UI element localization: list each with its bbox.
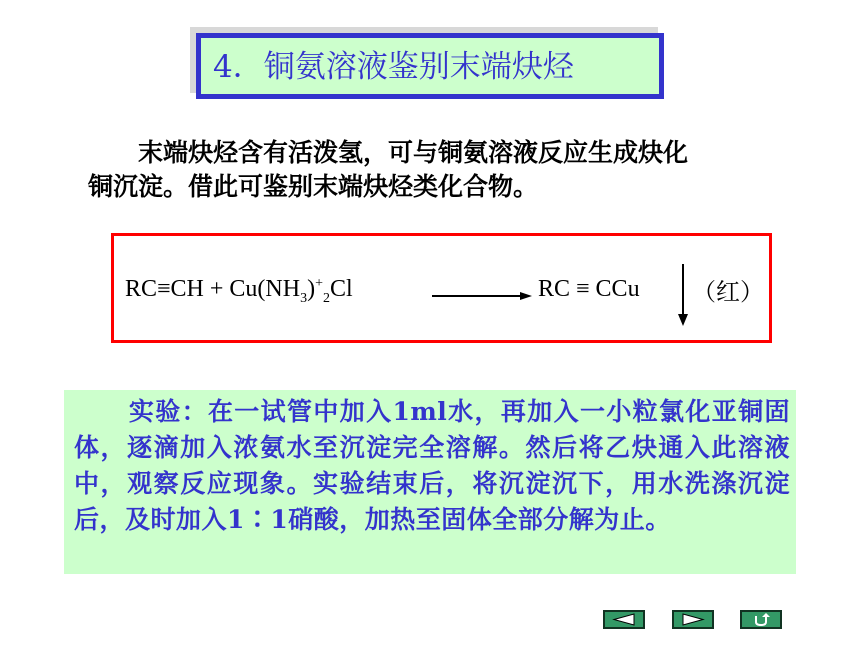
color-note: （红） [692, 280, 764, 306]
reaction-arrow-icon [432, 291, 532, 301]
reaction-equation-box [111, 233, 772, 343]
previous-button[interactable] [603, 610, 645, 629]
intro-paragraph [88, 136, 798, 204]
slide-title: 4．铜氨溶液鉴别末端炔烃 [213, 49, 574, 85]
superscript-plus: + [315, 276, 323, 291]
triangle-left-icon [606, 613, 642, 626]
experiment-paragraph [74, 394, 790, 538]
precipitate-down-arrow-icon [677, 264, 689, 326]
return-u-arrow-icon [743, 613, 779, 626]
equation-reactants [125, 276, 353, 307]
chloride: Cl [330, 276, 353, 302]
intro-line-1: 末端炔烃含有活泼氢，可与铜氨溶液反应生成炔化 [138, 138, 689, 167]
next-button[interactable] [672, 610, 714, 629]
equation-product: RC ≡ CCu [538, 276, 640, 302]
return-button[interactable] [740, 610, 782, 629]
title-box [196, 33, 664, 99]
experiment-text: 实验：在一试管中加入1ml水，再加入一小粒氯化亚铜固体，逐滴加入浓氨水至沉淀完全溶解。然后将乙炔通入此溶液中，观察反应现象。实验结束后，将沉淀沉下，用水洗涤沉淀后，及时加入1∶1硝酸，加热至固体全部分解为止。 [74, 397, 790, 534]
subscript-3: 3 [300, 290, 308, 306]
intro-line-2: 铜沉淀。借此可鉴别末端炔烃类化合物。 [88, 172, 539, 201]
experiment-box [64, 390, 796, 574]
close-paren: ) [307, 276, 316, 302]
triangle-right-icon [675, 613, 711, 626]
subscript-2: 2 [323, 290, 330, 306]
reactant-text: RC≡CH + Cu(NH [125, 276, 301, 302]
